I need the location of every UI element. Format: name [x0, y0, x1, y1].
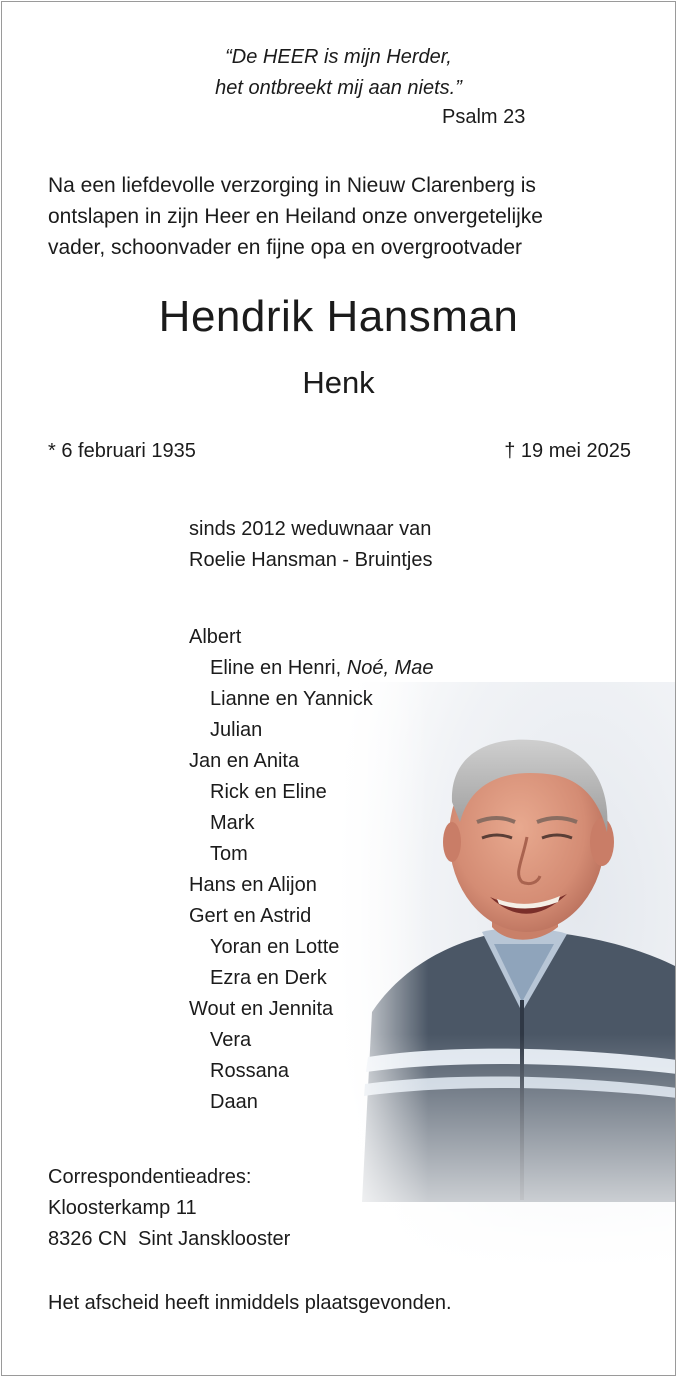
family-member [189, 901, 433, 932]
spouse-info [189, 514, 432, 576]
family-member-name: Yoran en Lotte [210, 936, 340, 958]
family-member-children: Noé, Mae [346, 657, 434, 679]
family-member-name: Gert en Astrid [189, 905, 312, 927]
closing-note: Het afscheid heeft inmiddels plaatsgevonden. [48, 1292, 452, 1314]
family-member-name: Mark [210, 812, 255, 834]
family-member-name: Tom [210, 843, 248, 865]
birth-date: * 6 februari 1935 [48, 440, 196, 462]
correspondence-city: 8326 CN Sint Jansklooster [48, 1228, 291, 1250]
quote-line-2: het ontbreekt mij aan niets.” [215, 77, 462, 99]
family-member [189, 1056, 433, 1087]
intro-text [48, 170, 543, 263]
family-member [189, 1087, 433, 1118]
family-member [189, 746, 433, 777]
family-member-name: Rossana [210, 1060, 289, 1082]
family-member-name: Julian [210, 719, 263, 741]
family-member-name: Jan en Anita [189, 750, 300, 772]
correspondence-address [48, 1162, 290, 1255]
family-member [189, 684, 433, 715]
intro-line-1: Na een liefdevolle verzorging in Nieuw Clarenberg is [48, 174, 536, 197]
family-member-name: Rick en Eline [210, 781, 327, 803]
family-member-name: Vera [210, 1029, 252, 1051]
quote-source: Psalm 23 [442, 106, 526, 128]
intro-line-2: ontslapen in zijn Heer en Heiland onze onvergetelijke [48, 205, 543, 228]
family-member [189, 777, 433, 808]
family-member-name: Wout en Jennita [189, 998, 334, 1020]
family-member [189, 839, 433, 870]
family-member [189, 932, 433, 963]
family-member [189, 870, 433, 901]
family-member [189, 622, 433, 653]
family-member [189, 994, 433, 1025]
family-member [189, 963, 433, 994]
correspondence-street: Kloosterkamp 11 [48, 1197, 197, 1219]
correspondence-label: Correspondentieadres: [48, 1166, 252, 1188]
family-member [189, 808, 433, 839]
family-member-name: Daan [210, 1091, 258, 1113]
deceased-name: Hendrik Hansman [158, 292, 519, 341]
death-date: † 19 mei 2025 [504, 440, 631, 462]
deceased-nickname: Henk [302, 365, 375, 400]
family-member-name: Ezra en Derk [210, 967, 327, 989]
family-member-name: Albert [189, 626, 242, 648]
spouse-line-2: Roelie Hansman - Bruintjes [189, 549, 433, 571]
family-member-name: Hans en Alijon [189, 874, 317, 896]
family-member [189, 1025, 433, 1056]
intro-line-3: vader, schoonvader en fijne opa en overgrootvader [48, 236, 522, 259]
spouse-line-1: sinds 2012 weduwnaar van [189, 518, 432, 540]
obituary-card [1, 1, 676, 1376]
quote-line-1: “De HEER is mijn Herder, [225, 46, 452, 68]
family-member-name: Lianne en Yannick [210, 688, 373, 710]
family-member [189, 653, 433, 684]
family-list [189, 622, 433, 1118]
family-member-name: Eline en Henri, [210, 657, 347, 679]
family-member [189, 715, 433, 746]
